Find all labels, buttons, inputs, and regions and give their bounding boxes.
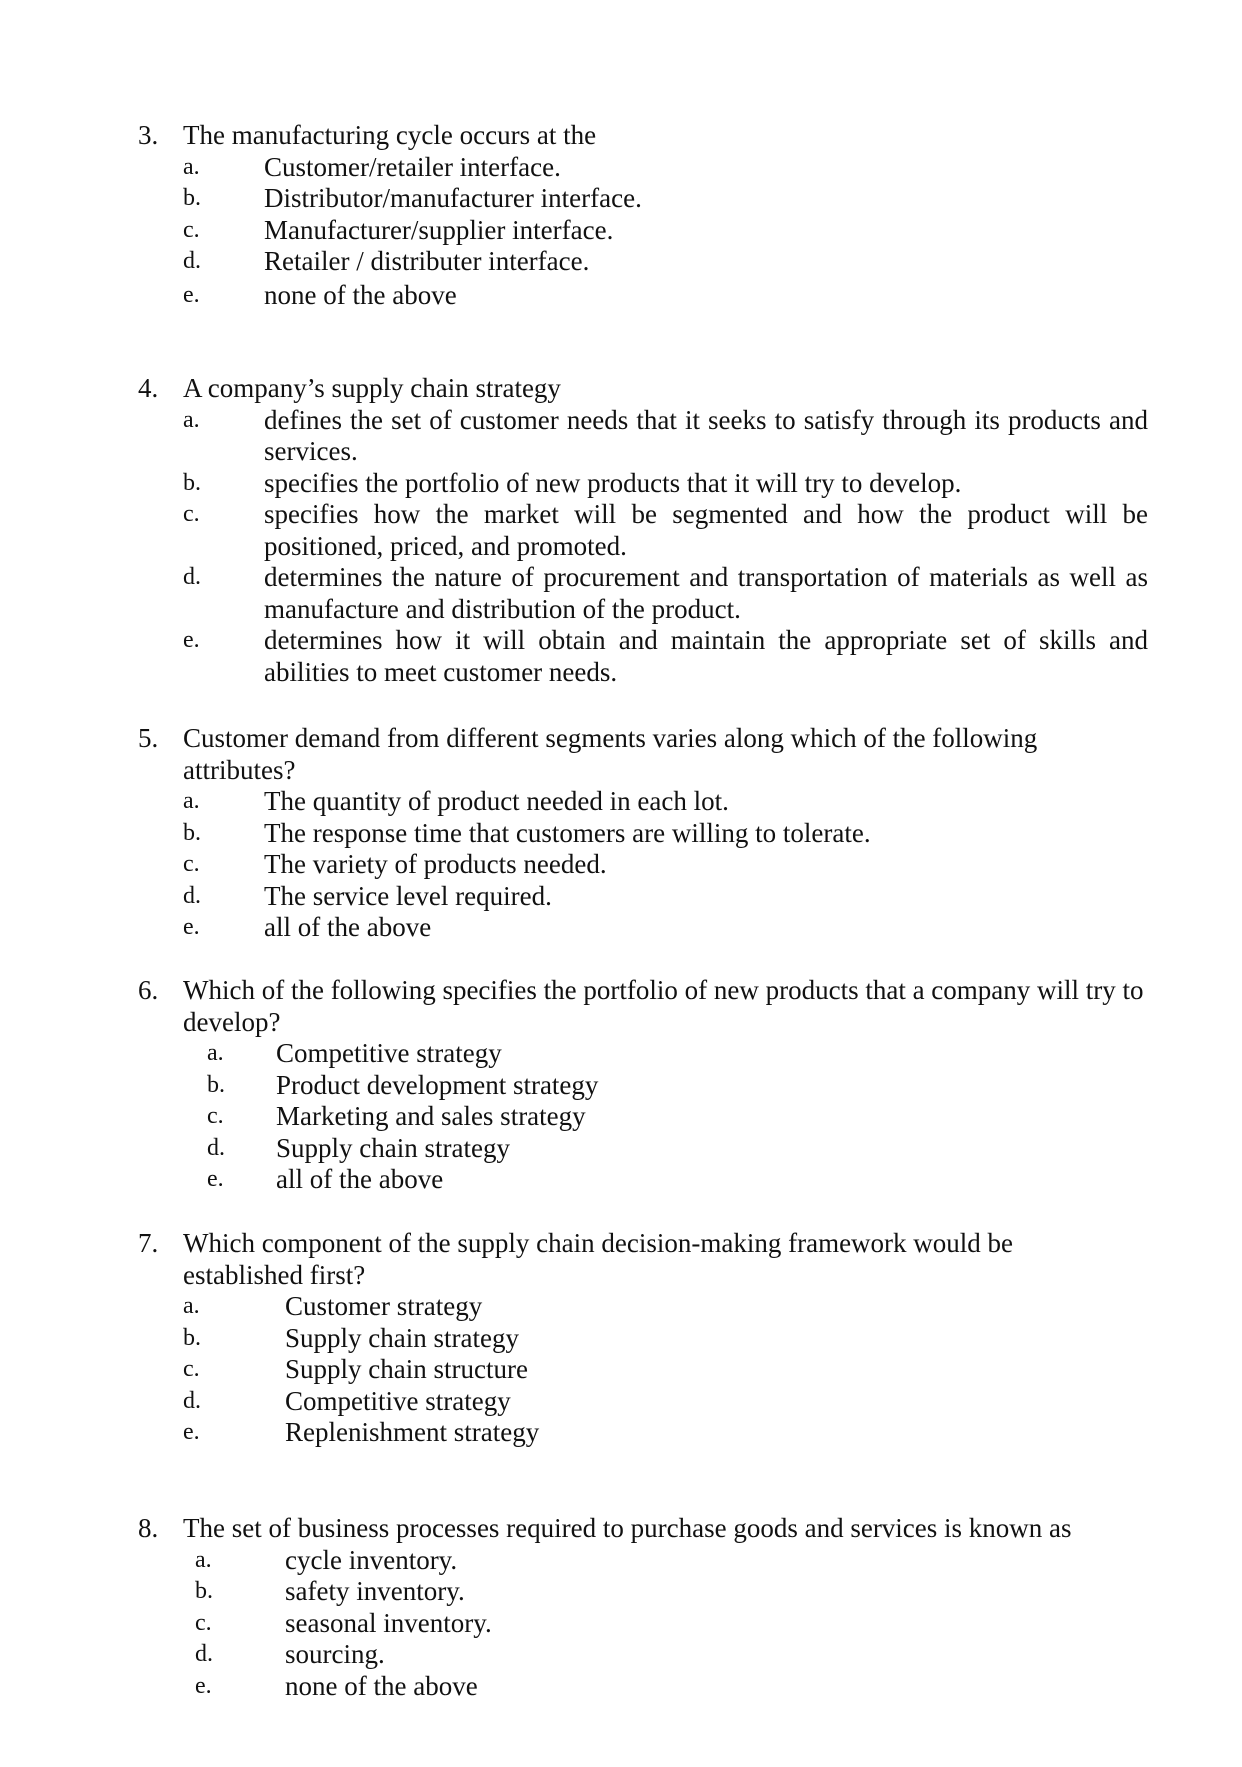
- option-d: [138, 881, 1148, 913]
- question-6: [138, 975, 1148, 1196]
- option-letter: c.: [207, 1103, 224, 1129]
- option-b: [138, 1323, 1148, 1355]
- option-letter: a.: [195, 1546, 212, 1573]
- option-e: [138, 1671, 1148, 1703]
- question-3: [138, 120, 1148, 311]
- option-text: Supply chain strategy: [276, 1132, 510, 1163]
- option-letter: a.: [183, 1293, 200, 1319]
- option-text: specifies the portfolio of new products that it will try to develop.: [264, 467, 962, 498]
- option-letter: a.: [183, 788, 200, 814]
- option-letter: e.: [183, 1419, 200, 1445]
- option-text: defines the set of customer needs that it seeks to satisfy through its products and services.: [264, 404, 1148, 466]
- option-d: [138, 246, 1148, 278]
- option-letter: e.: [183, 914, 200, 940]
- option-text: The response time that customers are willing to tolerate.: [264, 817, 871, 848]
- question-number: 5.: [138, 723, 159, 753]
- option-text: Replenishment strategy: [285, 1417, 540, 1447]
- question-stem: [138, 975, 1148, 1038]
- option-text: Distributor/manufacturer interface.: [264, 183, 642, 213]
- option-b: [138, 1070, 1148, 1102]
- option-letter: d.: [183, 564, 201, 590]
- option-b: [138, 183, 1148, 215]
- option-letter: e.: [195, 1672, 212, 1699]
- question-text: Which component of the supply chain decision-making framework would be established first?: [183, 1228, 1014, 1290]
- option-text: Competitive strategy: [276, 1038, 502, 1068]
- option-letter: d.: [195, 1641, 213, 1667]
- option-text: none of the above: [264, 279, 457, 310]
- option-a: [138, 1545, 1148, 1577]
- question-number: 7.: [138, 1228, 159, 1258]
- option-text: determines the nature of procurement and transportation of materials as well as manufacture and distribution of the product.: [264, 562, 1148, 624]
- option-text: The service level required.: [264, 880, 552, 911]
- option-letter: a.: [207, 1040, 224, 1066]
- option-b: [138, 818, 1148, 850]
- option-letter: d.: [207, 1134, 225, 1161]
- question-stem: [138, 1513, 1148, 1545]
- option-d: [138, 1133, 1148, 1165]
- question-text: Customer demand from different segments varies along which of the following attributes?: [183, 723, 1038, 785]
- option-b: [138, 468, 1148, 500]
- question-text: The set of business processes required to purchase goods and services is known as: [183, 1513, 1072, 1543]
- option-letter: b.: [183, 1324, 201, 1351]
- question-stem: [138, 373, 1148, 405]
- option-text: Supply chain strategy: [285, 1322, 519, 1353]
- option-d: [138, 1386, 1148, 1418]
- option-c: [138, 849, 1148, 881]
- question-number: 8.: [138, 1513, 159, 1543]
- question-stem: [138, 1228, 1148, 1291]
- option-c: [138, 1354, 1148, 1386]
- option-e: [138, 1164, 1148, 1196]
- option-text: The variety of products needed.: [264, 849, 607, 879]
- option-text: all of the above: [264, 912, 432, 942]
- option-a: [138, 405, 1148, 468]
- option-text: cycle inventory.: [285, 1544, 458, 1575]
- option-letter: c.: [195, 1609, 212, 1636]
- question-number: 3.: [138, 120, 159, 150]
- option-letter: e.: [183, 627, 200, 653]
- option-text: The quantity of product needed in each lot.: [264, 786, 729, 816]
- option-letter: a.: [183, 153, 200, 180]
- option-a: [138, 786, 1148, 818]
- question-number: 6.: [138, 975, 159, 1005]
- option-text: Supply chain structure: [285, 1354, 528, 1384]
- question-number: 4.: [138, 373, 159, 403]
- question-4: [138, 373, 1148, 688]
- option-text: determines how it will obtain and maintain the appropriate set of skills and abilities to meet customer needs.: [264, 625, 1148, 687]
- question-text: A company’s supply chain strategy: [183, 373, 561, 403]
- option-letter: b.: [183, 469, 201, 496]
- option-b: [138, 1576, 1148, 1608]
- option-d: [138, 562, 1148, 625]
- option-c: [138, 499, 1148, 562]
- option-letter: d.: [183, 1387, 201, 1414]
- option-e: [138, 280, 1148, 312]
- option-letter: d.: [183, 882, 201, 909]
- option-text: all of the above: [276, 1164, 444, 1194]
- option-text: seasonal inventory.: [285, 1607, 492, 1638]
- option-text: Competitive strategy: [285, 1385, 511, 1416]
- option-letter: e.: [207, 1166, 224, 1192]
- option-text: sourcing.: [285, 1639, 385, 1669]
- option-c: [138, 215, 1148, 247]
- option-text: safety inventory.: [285, 1576, 465, 1606]
- option-text: Retailer / distributer interface.: [264, 246, 590, 276]
- option-a: [138, 1291, 1148, 1323]
- option-letter: b.: [195, 1578, 213, 1604]
- option-letter: e.: [183, 281, 200, 308]
- option-letter: b.: [183, 819, 201, 846]
- option-letter: c.: [183, 501, 200, 527]
- option-e: [138, 912, 1148, 944]
- question-text: The manufacturing cycle occurs at the: [183, 120, 597, 150]
- option-text: Product development strategy: [276, 1069, 599, 1100]
- option-a: [138, 152, 1148, 184]
- option-letter: b.: [207, 1071, 225, 1098]
- option-letter: c.: [183, 851, 200, 877]
- option-text: Manufacturer/supplier interface.: [264, 214, 614, 245]
- option-c: [138, 1101, 1148, 1133]
- option-text: Marketing and sales strategy: [276, 1101, 586, 1131]
- question-stem: [138, 120, 1148, 152]
- option-a: [138, 1038, 1148, 1070]
- question-5: [138, 723, 1148, 944]
- question-stem: [138, 723, 1148, 786]
- option-text: none of the above: [285, 1670, 478, 1701]
- option-e: [138, 1417, 1148, 1449]
- option-letter: b.: [183, 185, 201, 211]
- option-letter: a.: [183, 406, 200, 433]
- option-text: Customer/retailer interface.: [264, 151, 561, 182]
- question-7: [138, 1228, 1148, 1449]
- question-text: Which of the following specifies the portfolio of new products that a company will try to develop?: [183, 975, 1144, 1037]
- option-d: [138, 1639, 1148, 1671]
- option-text: Customer strategy: [285, 1291, 483, 1321]
- option-letter: d.: [183, 248, 201, 274]
- option-letter: c.: [183, 216, 200, 243]
- option-letter: c.: [183, 1356, 200, 1382]
- option-c: [138, 1608, 1148, 1640]
- option-e: [138, 625, 1148, 688]
- option-text: specifies how the market will be segmented and how the product will be positioned, priced, and promoted.: [264, 499, 1148, 561]
- question-8: [138, 1513, 1148, 1702]
